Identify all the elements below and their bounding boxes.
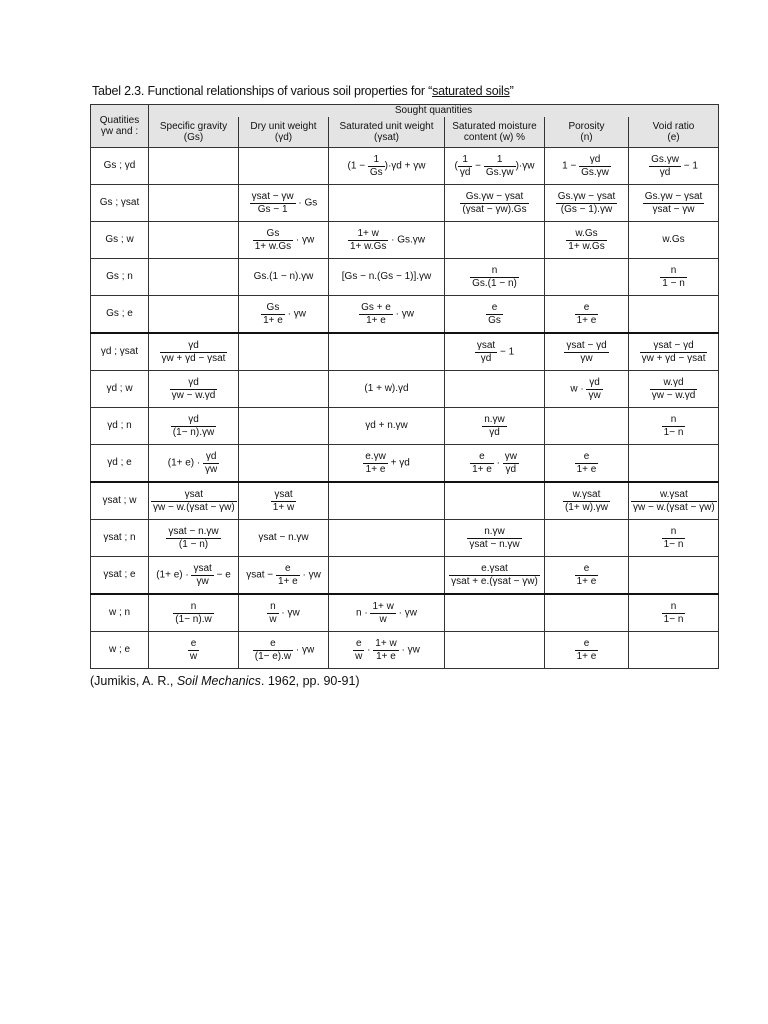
table-row	[91, 520, 719, 557]
formula-cell	[329, 333, 445, 371]
formula-cell: ( $\frac{1}{\gamma d}$ − $\frac{1}{Gs.\gamma w}$ )·γw	[445, 148, 545, 185]
table-row	[91, 445, 719, 483]
row-key-cell: γsat ; n	[91, 520, 149, 557]
formula-cell: $\frac{e}{(1- e).w}$ · γw	[239, 632, 329, 669]
formula-cell: $\frac{w.\gamma d}{\gamma w - w.\gamma d}$	[629, 371, 719, 408]
formula-cell: Gs.γw − γsat (γsat − γw).Gs	[445, 185, 545, 222]
formula-cell: $\frac{n}{1- n}$	[629, 520, 719, 557]
formula-cell: γsat γw − w.(γsat − γw)	[149, 482, 239, 520]
formula-cell	[629, 296, 719, 334]
formula-cell: $\frac{e}{1+ e}$	[545, 557, 629, 595]
formula-cell	[149, 185, 239, 222]
formula-cell: γsat − $\frac{e}{1+ e}$ · γw	[239, 557, 329, 595]
formula-cell: Gs.(1 − n).γw	[239, 259, 329, 296]
formula-cell	[545, 520, 629, 557]
caption-emphasis: saturated soils	[432, 84, 510, 98]
formula-cell	[545, 259, 629, 296]
formula-cell	[629, 632, 719, 669]
row-key-cell: γd ; γsat	[91, 333, 149, 371]
formula-cell	[149, 222, 239, 259]
formula-cell: $\frac{e}{Gs}$	[445, 296, 545, 334]
row-key-cell: γd ; e	[91, 445, 149, 483]
formula-cell: w.Gs	[629, 222, 719, 259]
formula-cell: $\frac{e}{1+ e}$	[545, 632, 629, 669]
formula-cell: $\frac{w.Gs}{1+ w.Gs}$	[545, 222, 629, 259]
row-key-cell: γsat ; w	[91, 482, 149, 520]
formula-cell: $\frac{e}{1+ e}$	[545, 445, 629, 483]
formula-cell: $\frac{n.\gamma w}{\gamma d}$	[445, 408, 545, 445]
formula-cell: γsat − γd γw	[545, 333, 629, 371]
formula-cell: (1+ e) · $\frac{\gamma d}{\gamma w}$	[149, 445, 239, 483]
formula-cell: 1 − $\frac{\gamma d}{Gs.\gamma w}$	[545, 148, 629, 185]
formula-cell: $\frac{\gamma d}{(1- n).\gamma w}$	[149, 408, 239, 445]
table-row	[91, 371, 719, 408]
table-row	[91, 557, 719, 595]
row-key-cell: γd ; n	[91, 408, 149, 445]
formula-cell: $\frac{e.\gamma w}{1+ e}$ + γd	[329, 445, 445, 483]
table-row	[91, 632, 719, 669]
table-row	[91, 408, 719, 445]
formula-cell	[445, 482, 545, 520]
formula-cell	[239, 371, 329, 408]
formula-cell	[445, 594, 545, 632]
formula-cell: $\frac{n}{Gs.(1 - n)}$	[445, 259, 545, 296]
column-header-dry-unit-weight: Dry unit weight (γd)	[239, 117, 329, 148]
formula-cell: [Gs − n.(Gs − 1)].γw	[329, 259, 445, 296]
formula-cell: w.γsat γw − w.(γsat − γw)	[629, 482, 719, 520]
formula-cell: Gs.γw − γsat γsat − γw	[629, 185, 719, 222]
table-caption: Tabel 2.3. Functional relationships of various soil properties for “saturated soils”	[92, 84, 514, 98]
row-header-cell: Quatities γw and :	[91, 105, 149, 148]
table-row	[91, 333, 719, 371]
table-row	[91, 222, 719, 259]
table-row	[91, 482, 719, 520]
formula-cell: $\frac{e}{1+ e}$ · $\frac{\gamma w}{\gamma d}$	[445, 445, 545, 483]
formula-cell: γsat 1+ w	[239, 482, 329, 520]
formula-cell: $\frac{Gs}{1+ w.Gs}$ · γw	[239, 222, 329, 259]
row-key-cell: γsat ; e	[91, 557, 149, 595]
formula-cell: $\frac{n}{(1- n).w}$	[149, 594, 239, 632]
reference-citation: (Jumikis, A. R., Soil Mechanics. 1962, pp. 90-91)	[90, 674, 360, 688]
formula-cell	[239, 445, 329, 483]
formula-cell: Gs.γw − γsat (Gs − 1).γw	[545, 185, 629, 222]
formula-cell	[239, 408, 329, 445]
formula-cell: (1+ e) · γsat γw − e	[149, 557, 239, 595]
formula-cell: $\frac{n}{w}$ · γw	[239, 594, 329, 632]
formula-cell: $\frac{e}{1+ e}$	[545, 296, 629, 334]
table-row	[91, 296, 719, 334]
formula-cell: $\frac{n}{1 - n}$	[629, 259, 719, 296]
formula-cell	[239, 148, 329, 185]
formula-cell	[329, 520, 445, 557]
formula-cell: γsat γd − 1	[445, 333, 545, 371]
formula-cell	[239, 333, 329, 371]
formula-cell: (1 + w).γd	[329, 371, 445, 408]
header-row-sought	[91, 105, 719, 118]
formula-cell	[445, 632, 545, 669]
formula-cell: w · $\frac{\gamma d}{\gamma w}$	[545, 371, 629, 408]
formula-cell: $\frac{e}{w}$	[149, 632, 239, 669]
formula-cell	[629, 445, 719, 483]
formula-cell	[149, 296, 239, 334]
formula-cell: n.γw γsat − n.γw	[445, 520, 545, 557]
formula-cell	[545, 408, 629, 445]
formula-cell: $\frac{1+ w}{1+ w.Gs}$ · Gs.γw	[329, 222, 445, 259]
column-header-porosity: Porosity (n)	[545, 117, 629, 148]
formula-cell: $\frac{e}{w}$ · $\frac{1+ w}{1+ e}$ · γw	[329, 632, 445, 669]
table-row	[91, 185, 719, 222]
column-header-specific-gravity: Specific gravity (Gs)	[149, 117, 239, 148]
formula-cell: (1 − $\frac{1}{Gs}$ )·γd + γw	[329, 148, 445, 185]
table-row	[91, 259, 719, 296]
header-row-columns	[91, 117, 719, 148]
formula-cell: $\frac{Gs.\gamma w}{\gamma d}$ − 1	[629, 148, 719, 185]
formula-cell: e.γsat γsat + e.(γsat − γw)	[445, 557, 545, 595]
row-key-cell: w ; e	[91, 632, 149, 669]
sought-quantities-header: Sought quantities	[149, 105, 719, 118]
row-key-cell: Gs ; n	[91, 259, 149, 296]
formula-cell: $\frac{n}{1- n}$	[629, 594, 719, 632]
formula-cell: w.γsat (1+ w).γw	[545, 482, 629, 520]
formula-cell: γsat − n.γw (1 − n)	[149, 520, 239, 557]
formula-cell: $\frac{Gs + e}{1+ e}$ · γw	[329, 296, 445, 334]
table-row	[91, 148, 719, 185]
formula-cell: γsat − γw Gs − 1 · Gs	[239, 185, 329, 222]
formula-cell: γd γw + γd − γsat	[149, 333, 239, 371]
formula-cell: γsat − γd γw + γd − γsat	[629, 333, 719, 371]
formula-cell	[545, 594, 629, 632]
formula-cell	[445, 222, 545, 259]
formula-cell: $\frac{\gamma d}{\gamma w - w.\gamma d}$	[149, 371, 239, 408]
row-key-cell: Gs ; e	[91, 296, 149, 334]
formula-cell	[329, 185, 445, 222]
formula-cell	[629, 557, 719, 595]
formula-cell	[149, 259, 239, 296]
row-key-cell: γd ; w	[91, 371, 149, 408]
column-header-void-ratio: Void ratio (e)	[629, 117, 719, 148]
formula-cell	[445, 371, 545, 408]
row-key-cell: Gs ; w	[91, 222, 149, 259]
row-key-cell: Gs ; γd	[91, 148, 149, 185]
column-header-saturated-unit-weight: Saturated unit weight (γsat)	[329, 117, 445, 148]
formula-cell: $\frac{Gs}{1+ e}$ · γw	[239, 296, 329, 334]
formula-cell: $\frac{n}{1- n}$	[629, 408, 719, 445]
formula-cell	[329, 557, 445, 595]
formula-cell	[329, 482, 445, 520]
row-key-cell: w ; n	[91, 594, 149, 632]
formula-cell	[149, 148, 239, 185]
row-key-cell: Gs ; γsat	[91, 185, 149, 222]
formula-cell: n · $\frac{1+ w}{w}$ · γw	[329, 594, 445, 632]
formula-cell: γd + n.γw	[329, 408, 445, 445]
column-header-saturated-moisture: Saturated moisture content (w) %	[445, 117, 545, 148]
soil-relationship-table	[90, 104, 719, 669]
formula-cell: γsat − n.γw	[239, 520, 329, 557]
table-row	[91, 594, 719, 632]
